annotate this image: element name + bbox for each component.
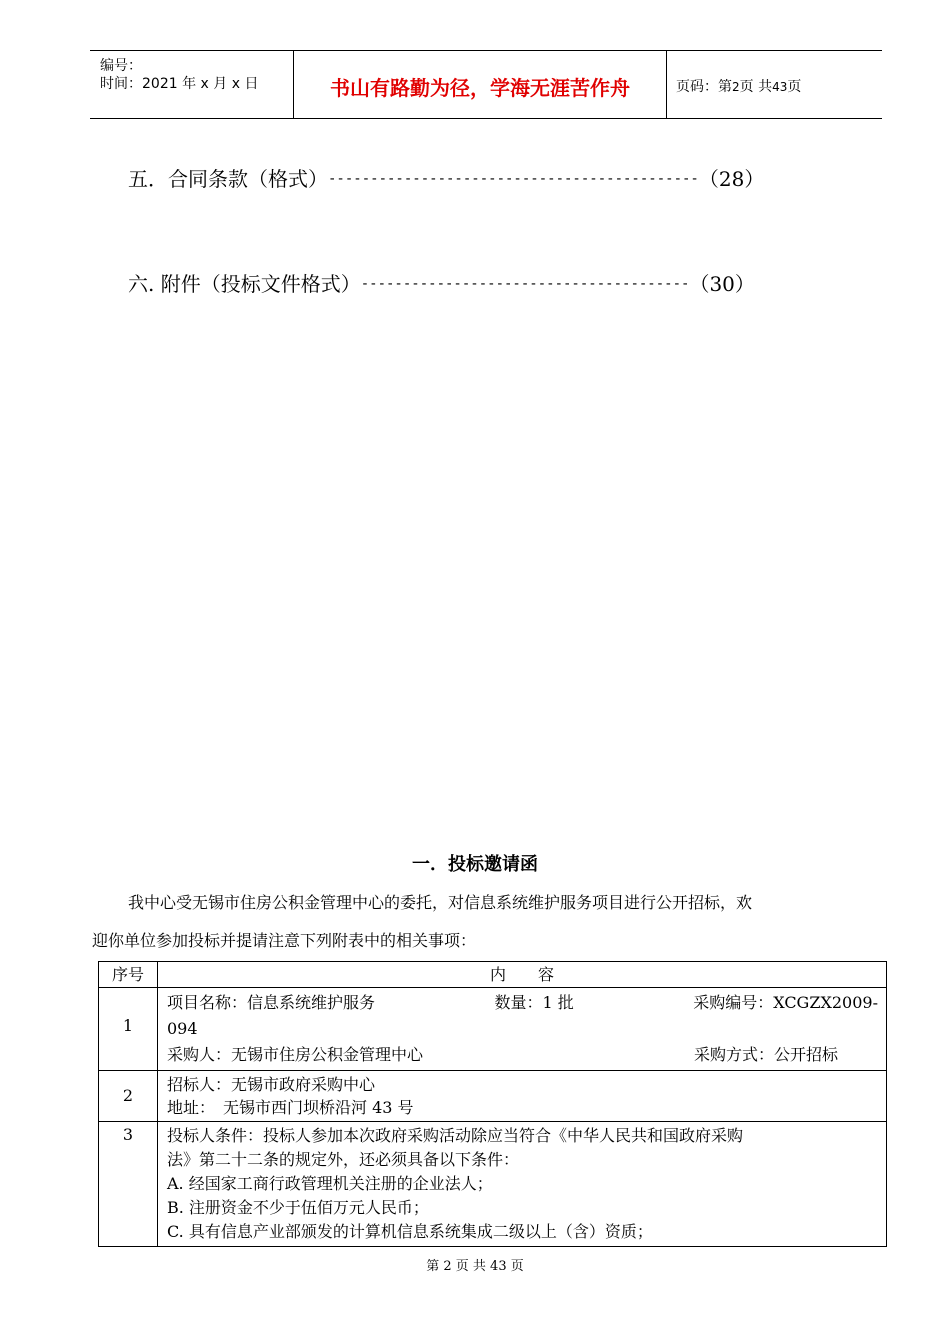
agent-address: 地址： 无锡市西门坝桥沿河 43 号: [167, 1098, 414, 1117]
toc-entry[interactable]: [128, 163, 764, 192]
project-name: 项目名称：信息系统维护服务: [167, 993, 376, 1012]
serial-label: 编号：: [100, 58, 142, 74]
row-content: [158, 1071, 887, 1122]
intro-paragraph-line: 迎你单位参加投标并提请注意下列附表中的相关事项：: [92, 931, 477, 950]
toc-page: （30）: [689, 272, 755, 296]
row-number: 1: [99, 988, 158, 1071]
page-prefix: 页码：第: [676, 79, 732, 95]
page-number: 2: [732, 80, 740, 94]
header-page-indicator: [676, 76, 801, 96]
tender-agent: 招标人：无锡市政府采购中心: [167, 1075, 376, 1094]
condition-line: 法》第二十二条的规定外，还必须具备以下条件：: [167, 1150, 520, 1169]
header-motto: 书山有路勤为径，学海无涯苦作舟: [330, 76, 630, 100]
page-header: [90, 50, 882, 119]
procurement-code-cont: 094: [167, 1019, 198, 1038]
toc-entry[interactable]: [128, 268, 755, 297]
column-header-no: 序号: [99, 962, 158, 988]
toc-leader: --------------------------------------------: [328, 171, 699, 187]
requirements-table: [98, 961, 887, 1247]
intro-paragraph-line: 我中心受无锡市住房公积金管理中心的委托，对信息系统维护服务项目进行公开招标，欢: [128, 893, 753, 912]
toc-leader: ---------------------------------------: [360, 276, 690, 292]
procurement-method: 采购方式：公开招标: [693, 1045, 838, 1064]
page-total: 43: [772, 80, 788, 94]
page-footer: 第 2 页 共 43 页: [426, 1259, 524, 1274]
procurement-code: 采购编号：XCGZX2009-: [693, 993, 878, 1012]
condition-line: A. 经国家工商行政管理机关注册的企业法人；: [167, 1174, 493, 1193]
page-suffix: 页: [787, 79, 802, 95]
toc-page: （28）: [698, 167, 765, 191]
header-divider: [666, 51, 667, 118]
toc-label: 六. 附件（投标文件格式）: [128, 272, 361, 296]
row-content: [158, 988, 887, 1071]
toc-label: 五．合同条款（格式）: [128, 167, 328, 191]
table-header-row: [99, 962, 887, 988]
quantity: 数量：1 批: [494, 993, 574, 1012]
row-number: 2: [99, 1071, 158, 1122]
column-header-content: 内 容: [158, 962, 887, 988]
condition-line: 投标人条件：投标人参加本次政府采购活动除应当符合《中华人民共和国政府采购: [167, 1126, 744, 1145]
condition-line: C. 具有信息产业部颁发的计算机信息系统集成二级以上（含）资质；: [167, 1222, 653, 1241]
header-meta: [90, 51, 293, 118]
section-title: 一．投标邀请函: [412, 854, 538, 875]
condition-line: B. 注册资金不少于伍佰万元人民币；: [167, 1198, 429, 1217]
row-number: 3: [99, 1122, 158, 1247]
page-mid: 页 共: [739, 79, 773, 95]
buyer: 采购人：无锡市住房公积金管理中心: [167, 1045, 424, 1064]
table-row: [99, 1122, 887, 1247]
table-row: [99, 988, 887, 1071]
row-content: [158, 1122, 887, 1247]
table-row: [99, 1071, 887, 1122]
time-label: 时间：2021 年 x 月 x 日: [100, 76, 259, 92]
